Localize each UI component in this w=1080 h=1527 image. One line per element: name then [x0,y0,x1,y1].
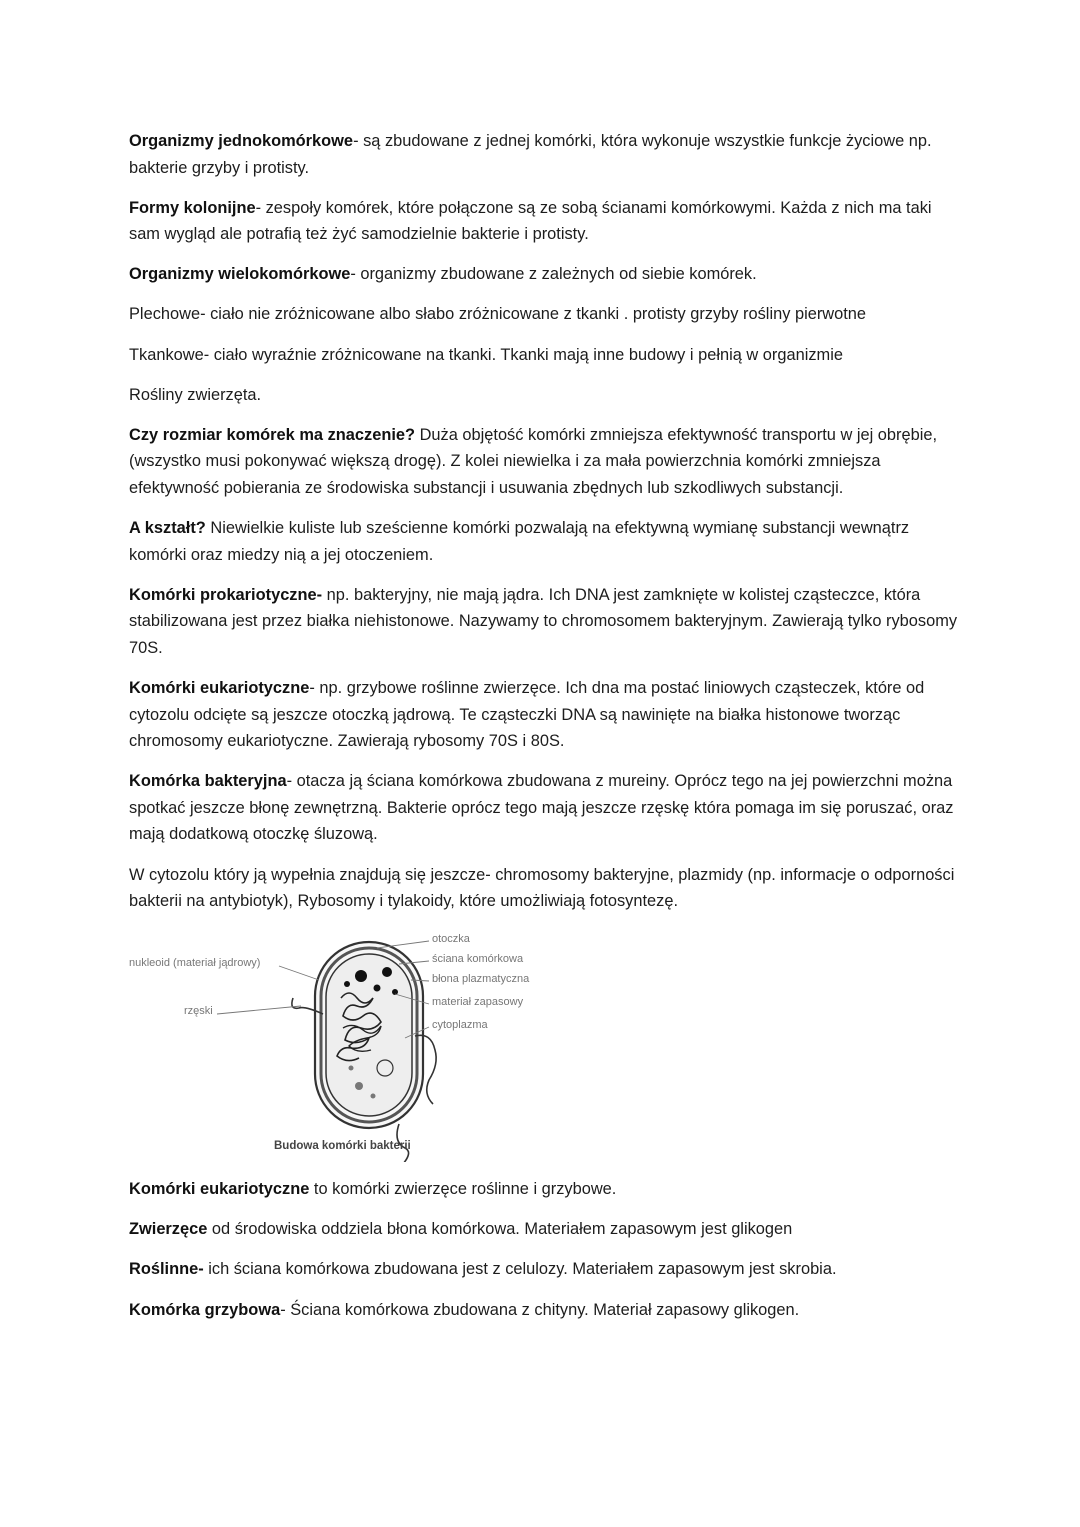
term-prokaryotic: Komórki prokariotyczne- [129,585,323,604]
paragraph-cell-size [129,422,959,502]
paragraph-fungal [129,1297,959,1324]
paragraph-bacterial-cell [129,768,959,848]
term-multicellular: Organizmy wielokomórkowe [129,265,351,284]
term-plant: Roślinne- [129,1260,204,1279]
term-cell-shape: A kształt? [129,519,206,538]
paragraph-cytosol: W cytozolu który ją wypełnia znajdują się jeszcze- chromosomy bakteryjne, plazmidy (np. informacje o odporności bakterii na antybiotyk), Rybosomy i tylakoidy, które umożliwiają fotosyntezę. [129,865,955,911]
document-body [129,128,959,1337]
term-unicellular: Organizmy jednokomórkowe [129,132,354,150]
text-eukaryotic: - np. grzybowe roślinne zwierzęce. Ich dna ma postać liniowych cząsteczek, które od cytozolu odcięte są jeszcze otoczką jądrową. Te cząsteczki DNA są nawinięte na białka histonowe tworząc chromosomy eukariotyczne. Zawierają rybosomy 70S i 80S. [129,679,925,751]
term-colonial: Formy kolonijne [129,198,256,217]
paragraph-eukaryotic [129,675,959,755]
label-flagella: rzęski [184,1005,213,1018]
text-cell-size: Duża objętość komórki zmniejsza efektywność transportu w jej obrębie, (wszystko musi pokonywać większą drogę). Z kolei niewielka i za mała powierzchnia komórki zmniejsza efektywność pobierania ze środowiska substancji i usuwania zbędnych lub szkodliwych substancji. [129,425,938,497]
label-storage-material: materiał zapasowy [432,996,524,1009]
text-prokaryotic: np. bakteryjny, nie mają jądra. Ich DNA jest zamknięte w kolistej cząsteczce, która stabilizowana jest przez białka niehistonowe. Nazywamy to chromosomem bakteryjnym. Zawierają tylko rybosomy 70S. [129,585,958,657]
term-bacterial-cell: Komórka bakteryjna [129,772,287,791]
bacteria-diagram-figure [129,928,959,1162]
text-unicellular: - są zbudowane z jednej komórki, która wykonuje wszystkie funkcje życiowe np. bakterie grzyby i protisty. [129,132,932,177]
paragraph-unicellular [129,128,959,181]
text-plant: ich ściana komórkowa zbudowana jest z celulozy. Materiałem zapasowym jest skrobia. [203,1260,837,1279]
figure-caption: Budowa komórki bakterii [274,1140,411,1153]
term-eukaryotic-types: Komórki eukariotyczne [129,1180,310,1199]
text-eukaryotic-types: to komórki zwierzęce roślinne i grzybowe. [309,1180,617,1199]
text-multicellular: - organizmy zbudowane z zależnych od siebie komórek. [350,265,757,284]
paragraph-prokaryotic [129,582,959,662]
term-animal: Zwierzęce [129,1220,208,1239]
label-cytoplasm: cytoplazma [432,1019,488,1032]
paragraph-cell-shape [129,515,959,568]
paragraph-animal [129,1216,959,1243]
text-bacterial-cell: - otacza ją ściana komórkowa zbudowana z mureiny. Oprócz tego na jej powierzchni można spotkać jeszcze błonę zewnętrzną. Bakterie oprócz tego mają jeszcze rzęskę która pomaga im się poruszać, oraz mają dodatkową otoczkę śluzową. [129,772,954,844]
paragraph-multicellular [129,261,959,288]
paragraph-tissue: Tkankowe- ciało wyraźnie zróżnicowane na tkanki. Tkanki mają inne budowy i pełnią w organizmie [129,345,843,364]
paragraph-plant [129,1256,959,1283]
paragraph-colonial [129,195,959,248]
paragraph-thallus: Plechowe- ciało nie zróżnicowane albo słabo zróżnicowane z tkanki . protisty grzyby rośliny pierwotne [129,305,867,324]
label-plasma-membrane: błona plazmatyczna [432,973,530,986]
term-fungal: Komórka grzybowa [129,1300,281,1319]
paragraph-eukaryotic-types [129,1176,959,1203]
label-cell-wall: ściana komórkowa [432,953,524,966]
text-colonial: - zespoły komórek, które połączone są ze sobą ścianami komórkowymi. Każda z nich ma taki sam wygląd ale potrafią też żyć samodzielnie bakterie i protisty. [129,198,932,244]
label-capsule: otoczka [432,933,470,946]
term-eukaryotic: Komórki eukariotyczne [129,679,310,697]
text-fungal: - Ściana komórkowa zbudowana z chityny. Materiał zapasowy glikogen. [280,1300,800,1319]
label-nucleoid: nukleoid (materiał jądrowy) [129,957,261,970]
text-cell-shape: Niewielkie kuliste lub sześcienne komórki pozwalają na efektywną wymianę substancji wewnątrz komórki oraz miedzy nią a jej otoczeniem. [129,519,910,564]
text-animal: od środowiska oddziela błona komórkowa. Materiałem zapasowym jest glikogen [207,1220,793,1239]
paragraph-plants-animals: Rośliny zwierzęta. [129,385,262,404]
term-cell-size: Czy rozmiar komórek ma znaczenie? [129,425,416,444]
